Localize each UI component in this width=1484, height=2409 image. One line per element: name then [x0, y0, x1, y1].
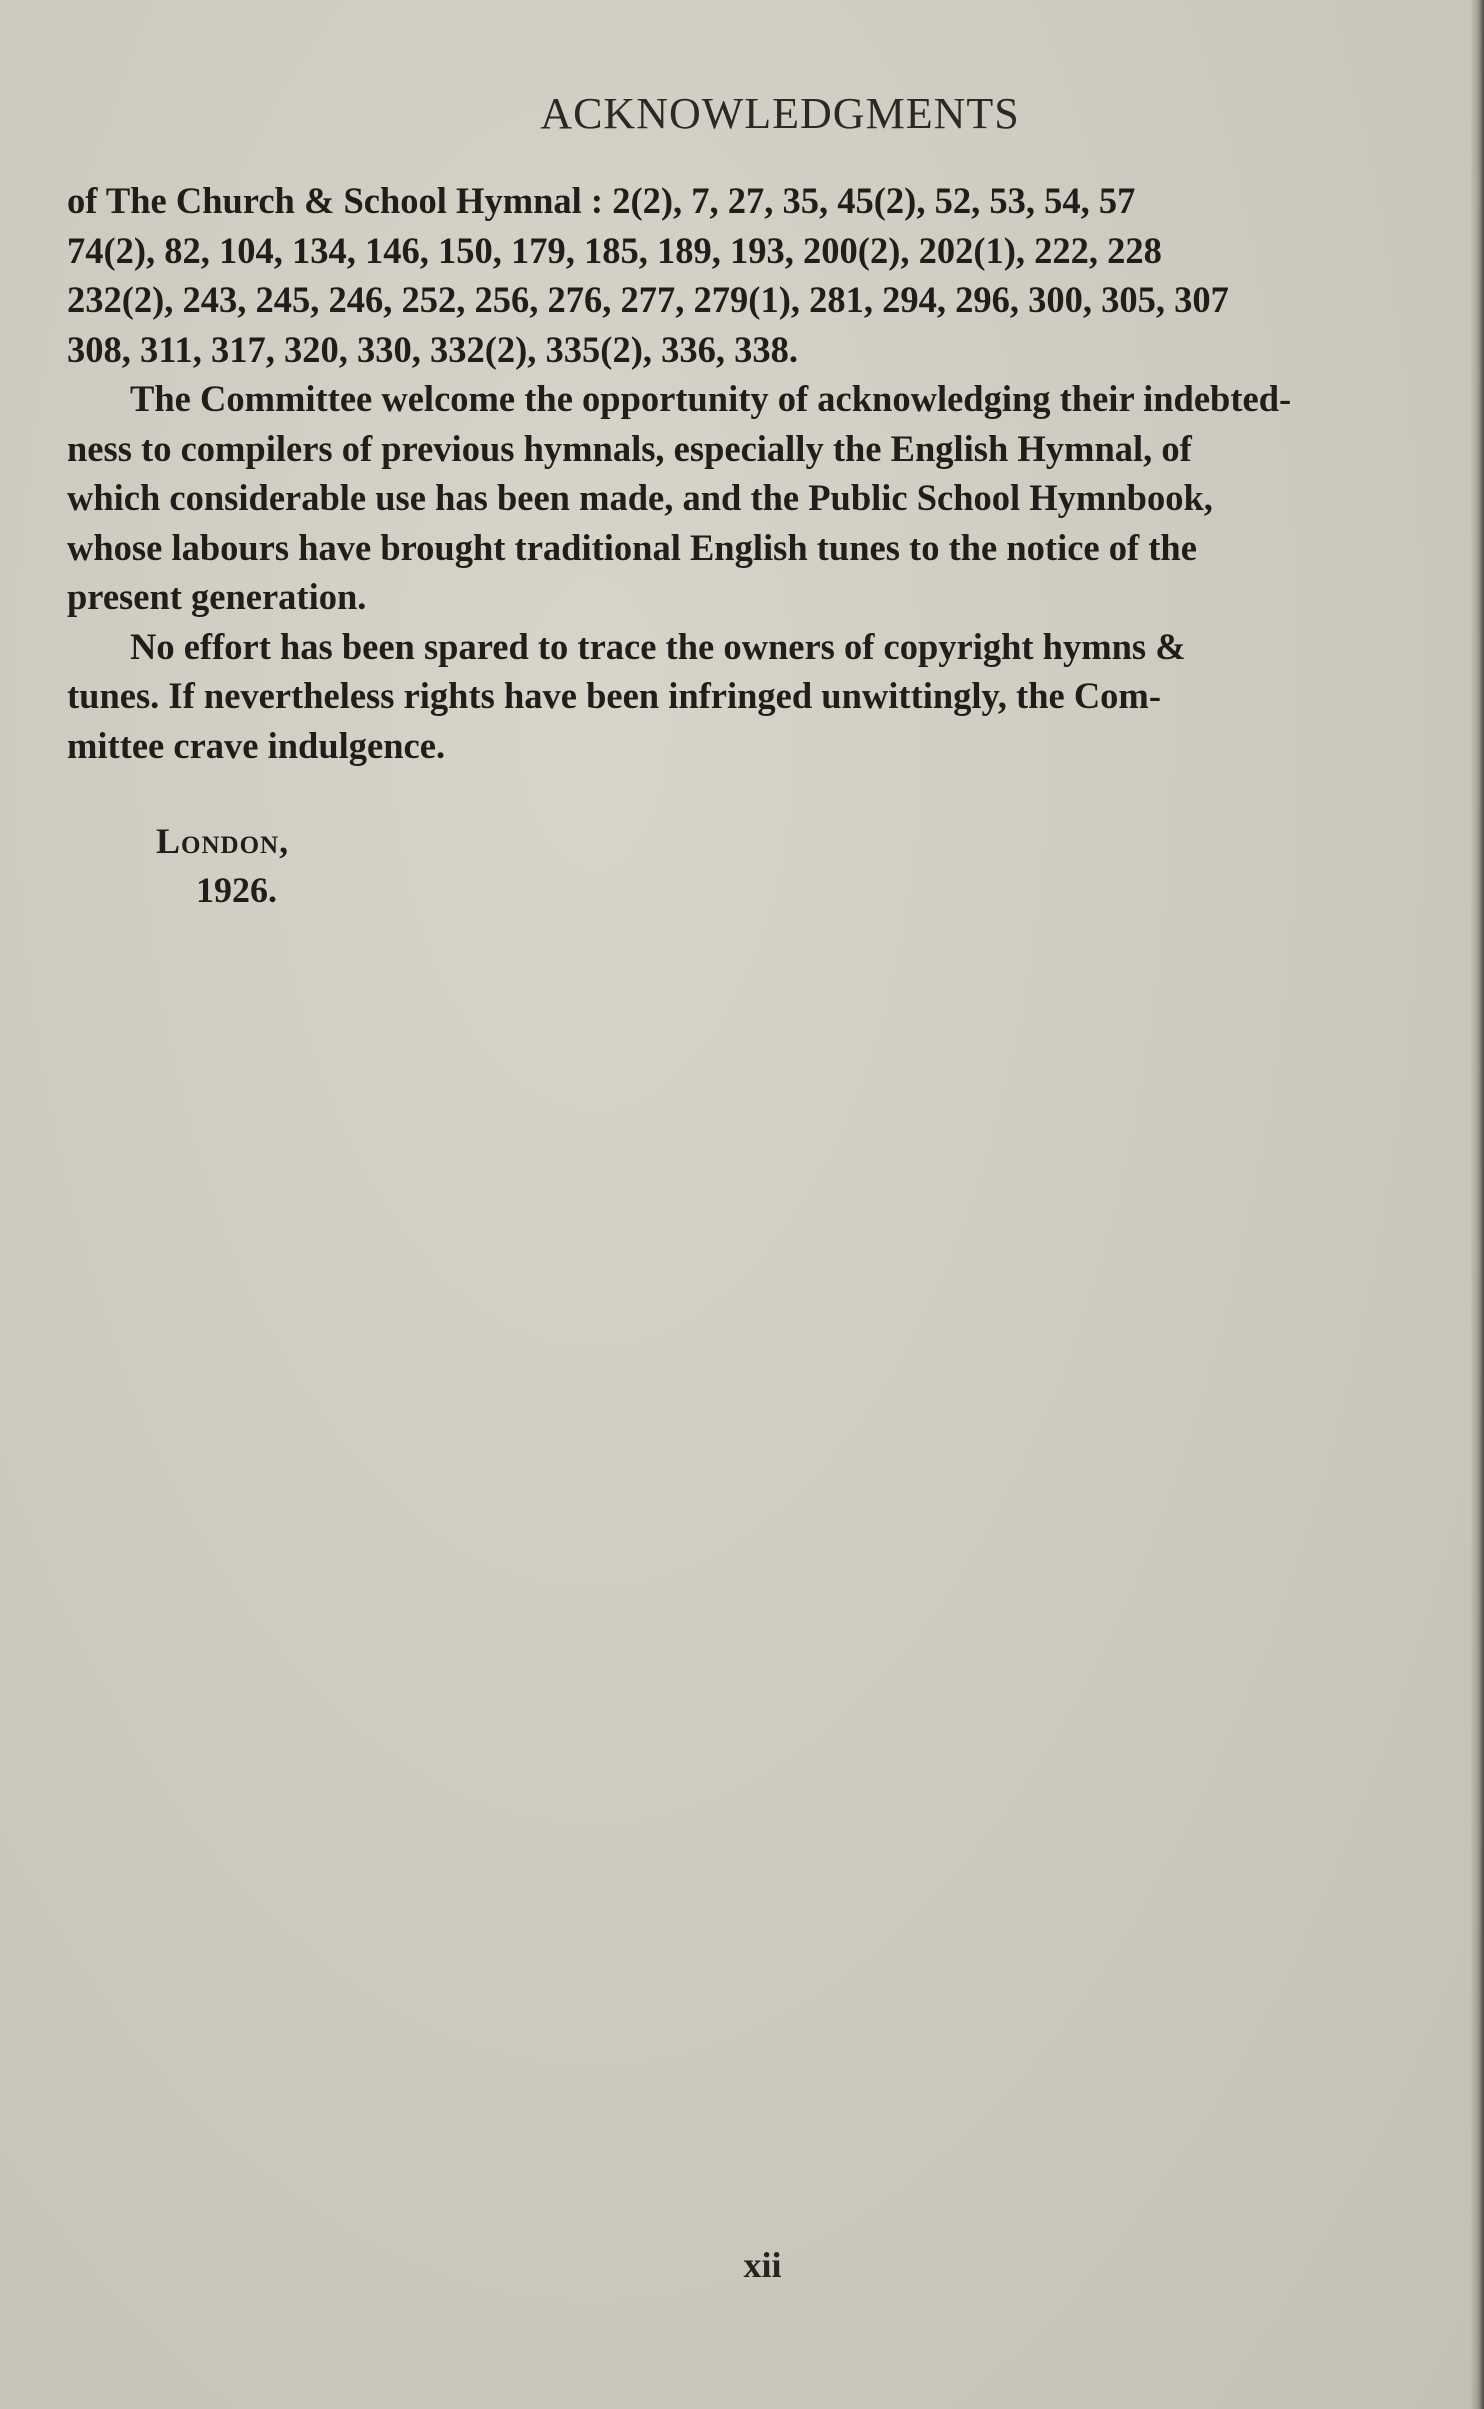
text-line: No effort has been spared to trace the owners of copyright hymns &	[130, 625, 1186, 667]
text-line: mittee crave indulgence.	[67, 724, 446, 766]
text-line: 232(2), 243, 245, 246, 252, 256, 276, 277, 279(1), 281, 294, 296, 300, 305, 307	[67, 279, 1229, 320]
text-line: which considerable use has been made, and the Public School Hymnbook,	[67, 477, 1213, 518]
text-line: 74(2), 82, 104, 134, 146, 150, 179, 185, 189, 193, 200(2), 202(1), 222, 228	[67, 229, 1162, 271]
paragraph-hymn-list	[67, 176, 1484, 374]
text-line: 308, 311, 317, 320, 330, 332(2), 335(2), 336, 338.	[67, 328, 798, 370]
text-line: The Committee welcome the opportunity of acknowledging their indebted-	[130, 378, 1292, 419]
page-heading: ACKNOWLEDGMENTS	[540, 89, 1020, 138]
text-line: whose labours have brought traditional English tunes to the notice of the	[67, 526, 1197, 568]
text-line: of The Church & School Hymnal : 2(2), 7, 27, 35, 45(2), 52, 53, 54, 57	[67, 180, 1136, 221]
paragraph-committee-welcome	[67, 374, 1484, 622]
signature-year: 1926.	[196, 870, 277, 910]
text-line: present generation.	[67, 576, 367, 617]
text-line: tunes. If nevertheless rights have been infringed unwittingly, the Com-	[67, 675, 1161, 716]
signature-city: London,	[156, 821, 290, 861]
text-line: ness to compilers of previous hymnals, especially the English Hymnal, of	[67, 427, 1192, 469]
paragraph-copyright-note	[67, 622, 1484, 771]
page-number: xii	[743, 2245, 782, 2285]
acknowledgments-text	[67, 176, 1484, 770]
